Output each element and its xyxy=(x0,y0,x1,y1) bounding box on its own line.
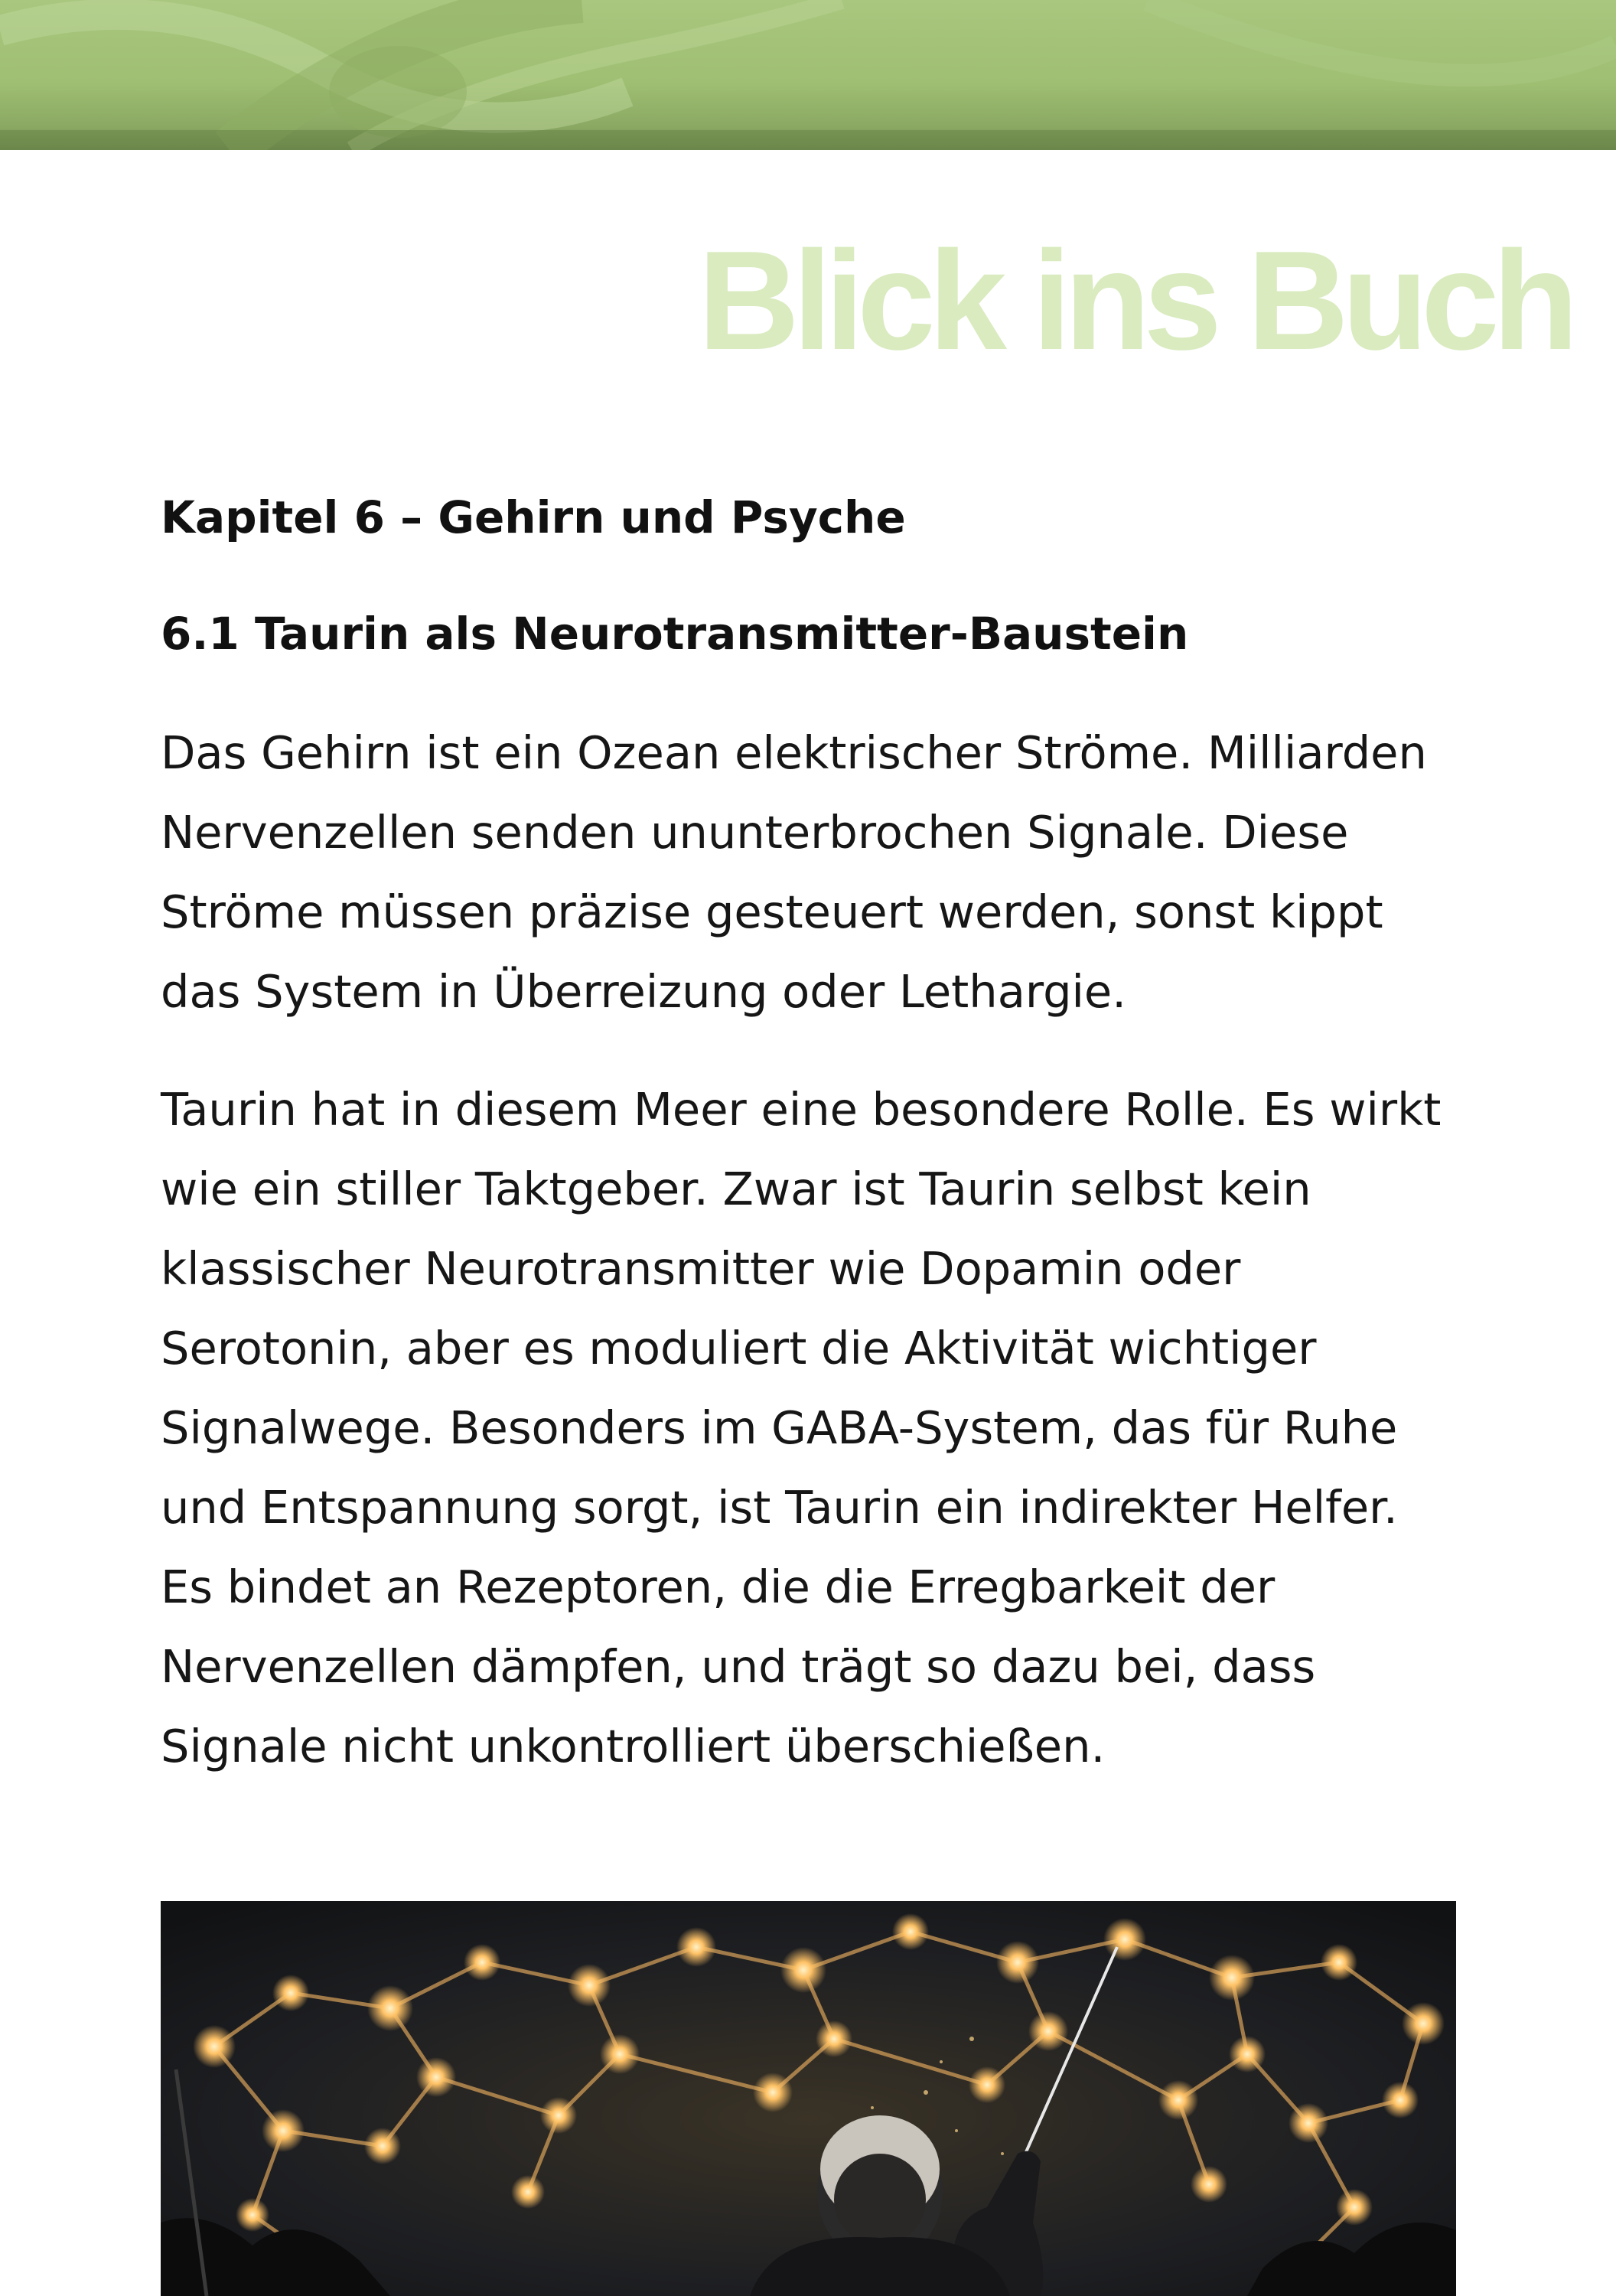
leaf-pattern-decoration xyxy=(0,0,1616,150)
section-title: 6.1 Taurin als Neurotransmitter-Baustein xyxy=(161,608,1189,660)
illustration-graphic xyxy=(161,1901,1456,2296)
conductor-neural-network-illustration xyxy=(161,1901,1456,2296)
chapter-title: Kapitel 6 – Gehirn und Psyche xyxy=(161,491,906,543)
body-paragraph-2: Taurin hat in diesem Meer eine besondere Rolle. Es wirkt wie ein stiller Taktgeber. Zwar ist Taurin selbst kein klassischer Neurotransmitter wie Dopamin oder Serotonin, aber es moduliert die Aktivität wichtiger Signalwege. Besonders im GABA-System, das für Ruhe und Entspannung sorgt, ist Taurin ein indirekter Helfer. Es bindet an Rezeptoren, die die Erregbarkeit der Nervenzellen dämpfen, und trägt so dazu bei, dass Signale nicht unkontrolliert überschießen. xyxy=(161,1083,1442,1773)
book-preview-kicker: Blick ins Buch xyxy=(698,221,1572,379)
chapter-content xyxy=(161,487,1461,1786)
body-paragraph-1: Das Gehirn ist ein Ozean elektrischer Ströme. Milliarden Nervenzellen senden ununterbrochen Signale. Diese Ströme müssen präzise gesteuert werden, sonst kippt das System in Überreizung oder Lethargie. xyxy=(161,726,1427,1018)
header-banner xyxy=(0,0,1616,150)
